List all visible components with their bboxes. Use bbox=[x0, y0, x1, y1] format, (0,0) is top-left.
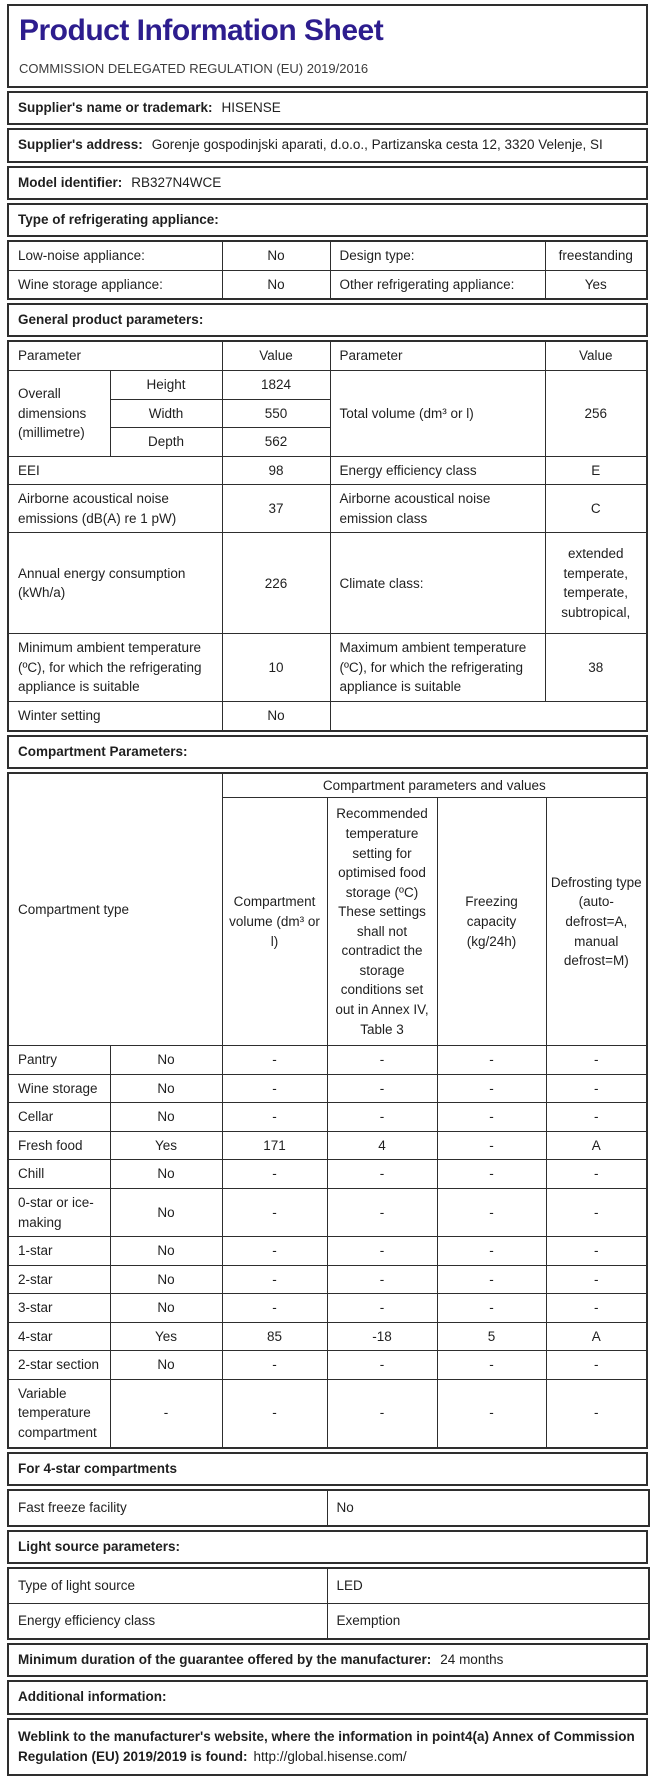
cell: - bbox=[222, 1188, 327, 1236]
dimension-value: 550 bbox=[222, 399, 330, 428]
cell: No bbox=[110, 1351, 222, 1380]
compartment-type-header: Compartment type bbox=[8, 773, 222, 1046]
cell: - bbox=[437, 1188, 546, 1236]
cell: - bbox=[546, 1046, 647, 1075]
general-parameters-table bbox=[7, 340, 648, 731]
param-label: Airborne acoustical noise emissions (dB(A) re 1 pW) bbox=[8, 485, 222, 533]
param-label: Airborne acoustical noise emission class bbox=[330, 485, 545, 533]
cell: - bbox=[222, 1351, 327, 1380]
column-header: Freezing capacity (kg/24h) bbox=[437, 798, 546, 1046]
dimension-value: 562 bbox=[222, 428, 330, 457]
cell: No bbox=[110, 1046, 222, 1075]
column-header: Recommended temperature setting for optimised food storage (ºC) These settings shall not contradict the storage conditions set out in Annex IV, Table 3 bbox=[327, 798, 437, 1046]
table-row bbox=[8, 1046, 647, 1075]
cell: - bbox=[222, 1046, 327, 1075]
table-row bbox=[8, 1322, 647, 1351]
table-header-row bbox=[8, 773, 647, 798]
param-value: E bbox=[545, 456, 647, 485]
param-value: No bbox=[222, 270, 330, 299]
cell: - bbox=[327, 1103, 437, 1132]
table-row bbox=[8, 485, 647, 533]
dimension-name: Height bbox=[110, 370, 222, 399]
cell: - bbox=[437, 1160, 546, 1189]
cell: - bbox=[327, 1046, 437, 1075]
param-label: Minimum ambient temperature (ºC), for which the refrigerating appliance is suitable bbox=[8, 634, 222, 702]
guarantee-value: 24 months bbox=[440, 1652, 504, 1668]
supplier-address-value: Gorenje gospodinjski aparati, d.o.o., Partizanska cesta 12, 3320 Velenje, SI bbox=[151, 137, 603, 153]
cell: - bbox=[546, 1294, 647, 1323]
compartment-type-cell: 1-star bbox=[8, 1237, 110, 1266]
param-label: Wine storage appliance: bbox=[8, 270, 222, 299]
cell: A bbox=[546, 1131, 647, 1160]
param-value: 37 bbox=[222, 485, 330, 533]
guarantee-label: Minimum duration of the guarantee offered by the manufacturer: bbox=[18, 1652, 432, 1668]
empty-cell bbox=[330, 702, 647, 731]
cell: No bbox=[110, 1188, 222, 1236]
additional-info-section bbox=[7, 1680, 648, 1714]
param-label: EEI bbox=[8, 456, 222, 485]
column-header: Compartment volume (dm³ or l) bbox=[222, 798, 327, 1046]
compartment-parameters-title bbox=[7, 735, 648, 769]
compartment-type-cell: 2-star bbox=[8, 1265, 110, 1294]
compartment-parameters-table bbox=[7, 772, 648, 1449]
cell: 4 bbox=[327, 1131, 437, 1160]
light-source-type-value: LED bbox=[327, 1568, 649, 1604]
cell: - bbox=[546, 1237, 647, 1266]
fast-freeze-label: Fast freeze facility bbox=[8, 1490, 327, 1526]
table-row bbox=[8, 241, 647, 270]
compartment-type-cell: 2-star section bbox=[8, 1351, 110, 1380]
cell: - bbox=[327, 1160, 437, 1189]
param-label: Climate class: bbox=[330, 533, 545, 634]
winter-setting-label: Winter setting bbox=[8, 702, 222, 731]
cell: No bbox=[110, 1074, 222, 1103]
appliance-type-title-label: Type of refrigerating appliance: bbox=[18, 211, 219, 227]
cell: - bbox=[437, 1074, 546, 1103]
guarantee-section bbox=[7, 1643, 648, 1677]
compartment-type-cell: Pantry bbox=[8, 1046, 110, 1075]
cell: - bbox=[437, 1046, 546, 1075]
dimensions-label: Overall dimensions (millimetre) bbox=[8, 370, 110, 456]
four-star-title-label: For 4-star compartments bbox=[18, 1460, 178, 1476]
table-row bbox=[8, 1379, 647, 1447]
table-row bbox=[8, 456, 647, 485]
table-row bbox=[8, 702, 647, 731]
column-header: Value bbox=[545, 341, 647, 370]
appliance-type-title bbox=[7, 203, 648, 237]
table-row bbox=[8, 1490, 649, 1526]
light-source-title bbox=[7, 1530, 648, 1564]
cell: - bbox=[546, 1103, 647, 1132]
light-efficiency-label: Energy efficiency class bbox=[8, 1604, 327, 1640]
table-row bbox=[8, 1351, 647, 1380]
supplier-address-label: Supplier's address: bbox=[18, 137, 143, 153]
cell: No bbox=[110, 1294, 222, 1323]
cell: - bbox=[546, 1074, 647, 1103]
param-label: Maximum ambient temperature (ºC), for which the refrigerating appliance is suitable bbox=[330, 634, 545, 702]
cell: -18 bbox=[327, 1322, 437, 1351]
param-value: No bbox=[222, 241, 330, 270]
compartment-type-cell: Fresh food bbox=[8, 1131, 110, 1160]
cell: Yes bbox=[110, 1131, 222, 1160]
cell: - bbox=[546, 1160, 647, 1189]
table-row bbox=[8, 533, 647, 634]
four-star-title bbox=[7, 1452, 648, 1486]
table-row bbox=[8, 634, 647, 702]
model-identifier-value: RB327N4WCE bbox=[131, 174, 222, 190]
param-value: 10 bbox=[222, 634, 330, 702]
title-section bbox=[7, 4, 648, 88]
winter-setting-value: No bbox=[222, 702, 330, 731]
light-source-table bbox=[7, 1567, 650, 1640]
table-row bbox=[8, 1160, 647, 1189]
cell: - bbox=[327, 1237, 437, 1266]
dimension-name: Width bbox=[110, 399, 222, 428]
cell: 5 bbox=[437, 1322, 546, 1351]
cell: - bbox=[327, 1265, 437, 1294]
regulation-subtitle: COMMISSION DELEGATED REGULATION (EU) 2019/2016 bbox=[19, 61, 369, 76]
light-efficiency-value: Exemption bbox=[327, 1604, 649, 1640]
cell: No bbox=[110, 1103, 222, 1132]
table-row bbox=[8, 1265, 647, 1294]
table-row bbox=[8, 1131, 647, 1160]
cell: - bbox=[437, 1103, 546, 1132]
weblink-label: Weblink to the manufacturer's website, where the information in point4(a) Annex of Commission Regulation (EU) 2019/2019 is found: bbox=[18, 1728, 635, 1764]
table-row bbox=[8, 1604, 649, 1640]
column-header: Value bbox=[222, 341, 330, 370]
compartment-parameters-title-label: Compartment Parameters: bbox=[18, 743, 188, 759]
page-title: Product Information Sheet bbox=[19, 14, 384, 47]
cell: Yes bbox=[110, 1322, 222, 1351]
cell: - bbox=[222, 1074, 327, 1103]
table-row bbox=[8, 1294, 647, 1323]
table-header-row bbox=[8, 341, 647, 370]
cell: - bbox=[327, 1294, 437, 1323]
table-row bbox=[8, 370, 647, 399]
param-value: extended temperate, temperate, subtropical, bbox=[545, 533, 647, 634]
cell: - bbox=[437, 1265, 546, 1294]
weblink-section bbox=[7, 1718, 648, 1777]
param-label: Annual energy consumption (kWh/a) bbox=[8, 533, 222, 634]
cell: - bbox=[546, 1351, 647, 1380]
span-header: Compartment parameters and values bbox=[222, 773, 647, 798]
cell: - bbox=[437, 1294, 546, 1323]
cell: A bbox=[546, 1322, 647, 1351]
column-header: Defrosting type (auto-defrost=A, manual defrost=M) bbox=[546, 798, 647, 1046]
cell: No bbox=[110, 1237, 222, 1266]
compartment-type-cell: Wine storage bbox=[8, 1074, 110, 1103]
supplier-name-value: HISENSE bbox=[221, 100, 281, 115]
cell: - bbox=[437, 1351, 546, 1380]
compartment-type-cell: 0-star or ice-making bbox=[8, 1188, 110, 1236]
total-volume-value: 256 bbox=[545, 370, 647, 456]
appliance-type-table bbox=[7, 240, 648, 300]
table-row bbox=[8, 1074, 647, 1103]
cell: - bbox=[546, 1188, 647, 1236]
param-value: 226 bbox=[222, 533, 330, 634]
table-row bbox=[8, 1103, 647, 1132]
column-header: Parameter bbox=[330, 341, 545, 370]
param-label: Design type: bbox=[330, 241, 545, 270]
cell: - bbox=[222, 1379, 327, 1447]
compartment-type-cell: 4-star bbox=[8, 1322, 110, 1351]
weblink-url[interactable]: http://global.hisense.com/ bbox=[253, 1748, 407, 1764]
cell: - bbox=[437, 1379, 546, 1447]
additional-info-label: Additional information: bbox=[18, 1689, 167, 1705]
cell: - bbox=[110, 1379, 222, 1447]
model-identifier-label: Model identifier: bbox=[18, 174, 123, 190]
param-value: Yes bbox=[545, 270, 647, 299]
cell: - bbox=[546, 1379, 647, 1447]
cell: - bbox=[222, 1160, 327, 1189]
cell: - bbox=[327, 1188, 437, 1236]
cell: No bbox=[110, 1265, 222, 1294]
general-parameters-title-label: General product parameters: bbox=[18, 312, 204, 328]
param-value: 38 bbox=[545, 634, 647, 702]
table-row bbox=[8, 1568, 649, 1604]
param-value: freestanding bbox=[545, 241, 647, 270]
dimension-value: 1824 bbox=[222, 370, 330, 399]
compartment-type-cell: Chill bbox=[8, 1160, 110, 1189]
param-label: Energy efficiency class bbox=[330, 456, 545, 485]
cell: - bbox=[327, 1379, 437, 1447]
cell: - bbox=[437, 1131, 546, 1160]
cell: - bbox=[327, 1074, 437, 1103]
total-volume-label: Total volume (dm³ or l) bbox=[330, 370, 545, 456]
table-row bbox=[8, 1188, 647, 1236]
param-label: Low-noise appliance: bbox=[8, 241, 222, 270]
table-row bbox=[8, 270, 647, 299]
cell: - bbox=[222, 1294, 327, 1323]
supplier-name-section bbox=[7, 91, 648, 125]
compartment-type-cell: Cellar bbox=[8, 1103, 110, 1132]
model-identifier-section bbox=[7, 166, 648, 200]
fast-freeze-value: No bbox=[327, 1490, 649, 1526]
cell: - bbox=[327, 1351, 437, 1380]
cell: No bbox=[110, 1160, 222, 1189]
light-source-type-label: Type of light source bbox=[8, 1568, 327, 1604]
fast-freeze-table bbox=[7, 1489, 650, 1527]
supplier-name-label: Supplier's name or trademark: bbox=[18, 100, 213, 115]
param-value: C bbox=[545, 485, 647, 533]
cell: - bbox=[222, 1103, 327, 1132]
cell: - bbox=[546, 1265, 647, 1294]
cell: 171 bbox=[222, 1131, 327, 1160]
cell: - bbox=[437, 1237, 546, 1266]
cell: 85 bbox=[222, 1322, 327, 1351]
param-value: 98 bbox=[222, 456, 330, 485]
cell: - bbox=[222, 1237, 327, 1266]
light-source-title-label: Light source parameters: bbox=[18, 1538, 181, 1554]
table-row bbox=[8, 1237, 647, 1266]
supplier-address-section bbox=[7, 128, 648, 162]
cell: - bbox=[222, 1265, 327, 1294]
param-label: Other refrigerating appliance: bbox=[330, 270, 545, 299]
column-header: Parameter bbox=[8, 341, 222, 370]
dimension-name: Depth bbox=[110, 428, 222, 457]
general-parameters-title bbox=[7, 303, 648, 337]
compartment-type-cell: 3-star bbox=[8, 1294, 110, 1323]
compartment-type-cell: Variable temperature compartment bbox=[8, 1379, 110, 1447]
